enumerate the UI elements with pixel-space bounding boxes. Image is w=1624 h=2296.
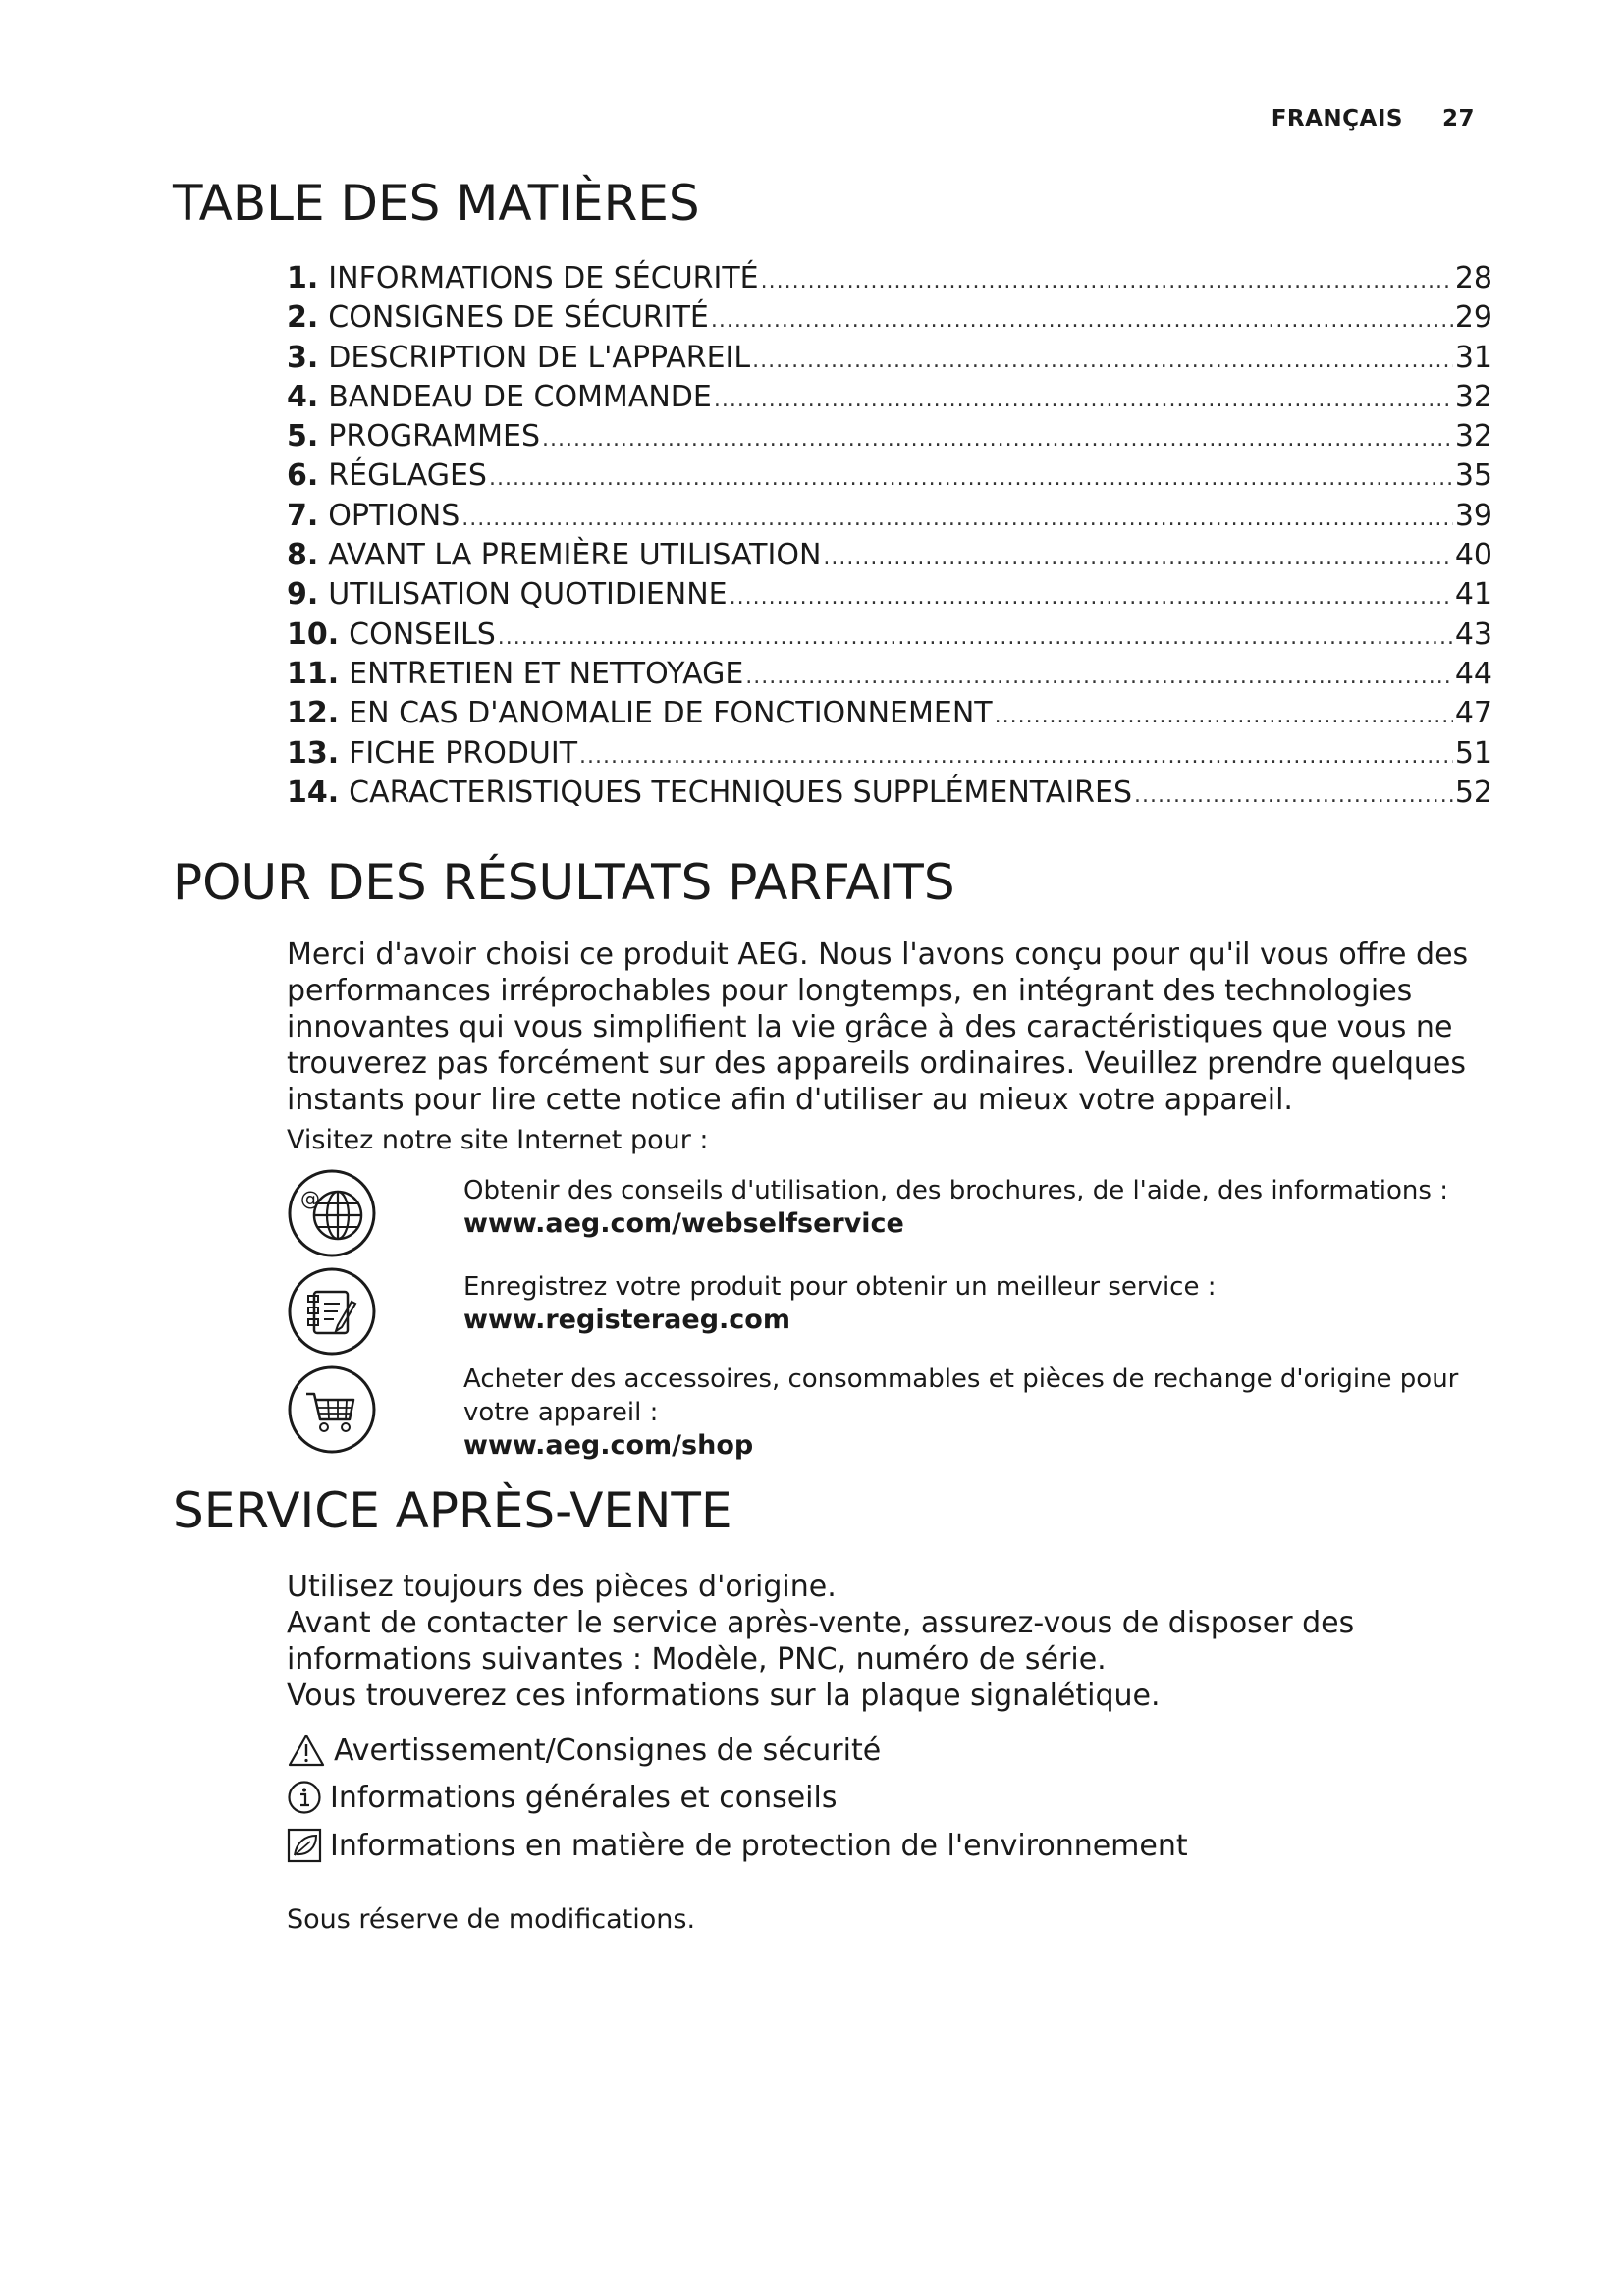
- legend-environment: [287, 1828, 1188, 1863]
- toc-item-label: DESCRIPTION DE L'APPAREIL: [328, 340, 751, 375]
- toc-item-number: 1.: [287, 261, 319, 295]
- service-line: Avant de contacter le service après-vente, assurez-vous de disposer des: [287, 1606, 1355, 1640]
- link-description: Acheter des accessoires, consommables et pièces de rechange d'origine pour: [463, 1364, 1459, 1394]
- toc-item-page: 41: [1454, 577, 1492, 613]
- page-header: [1272, 106, 1475, 132]
- toc-leader-dots: [745, 658, 1453, 697]
- toc-item-page: 32: [1454, 419, 1492, 454]
- toc-item-number: 9.: [287, 577, 319, 613]
- toc-item-number: 8.: [287, 538, 319, 573]
- service-line: informations suivantes : Modèle, PNC, numéro de série.: [287, 1642, 1107, 1677]
- toc-leader-dots: [542, 420, 1453, 459]
- warning-icon: [287, 1733, 326, 1768]
- toc-item[interactable]: [287, 339, 1492, 378]
- toc-item-page: 35: [1454, 458, 1492, 494]
- footer-note: Sous réserve de modifications.: [287, 1904, 696, 1935]
- toc-item[interactable]: [287, 417, 1492, 456]
- leaf-icon: [287, 1828, 322, 1863]
- toc-item-number: 12.: [287, 696, 340, 731]
- toc-leader-dots: [823, 539, 1452, 578]
- toc-item[interactable]: [287, 378, 1492, 417]
- link-text: [463, 1174, 1504, 1241]
- svg-text:@: @: [300, 1187, 320, 1210]
- toc-item[interactable]: [287, 734, 1492, 774]
- toc-item-page: 28: [1454, 261, 1492, 295]
- toc-item-number: 10.: [287, 616, 340, 652]
- service-line: Vous trouverez ces informations sur la plaque signalétique.: [287, 1679, 1161, 1713]
- toc-item-label: CONSIGNES DE SÉCURITÉ: [328, 300, 709, 336]
- legend-warning: [287, 1733, 881, 1768]
- toc-item-label: INFORMATIONS DE SÉCURITÉ: [328, 261, 759, 295]
- intro-line: instants pour lire cette notice afin d'utiliser au mieux votre appareil.: [287, 1083, 1293, 1117]
- toc-leader-dots: [714, 381, 1453, 420]
- toc-item-label: PROGRAMMES: [328, 419, 540, 454]
- intro-line: innovantes qui vous simplifient la vie grâce à des caractéristiques que vous ne: [287, 1010, 1453, 1044]
- intro-paragraph: [287, 936, 1494, 1118]
- toc-leader-dots: [579, 737, 1453, 776]
- toc-item-number: 5.: [287, 419, 319, 454]
- visit-label: Visitez notre site Internet pour :: [287, 1125, 709, 1155]
- toc-item-label: UTILISATION QUOTIDIENNE: [328, 577, 728, 613]
- intro-line: trouverez pas forcément sur des appareils ordinaires. Veuillez prendre quelques: [287, 1046, 1466, 1081]
- toc-title: TABLE DES MATIÈRES: [173, 175, 700, 232]
- toc-item[interactable]: [287, 536, 1492, 575]
- service-line: Utilisez toujours des pièces d'origine.: [287, 1570, 837, 1604]
- toc-item[interactable]: [287, 655, 1492, 694]
- toc-item-page: 44: [1454, 656, 1492, 691]
- toc-leader-dots: [1134, 776, 1453, 816]
- toc-item[interactable]: [287, 575, 1492, 614]
- toc-item-label: BANDEAU DE COMMANDE: [328, 379, 712, 414]
- toc-item[interactable]: [287, 615, 1492, 655]
- toc-leader-dots: [711, 301, 1453, 341]
- toc-item-label: FICHE PRODUIT: [349, 735, 578, 771]
- header-language: FRANÇAIS: [1271, 106, 1403, 132]
- toc-item-page: 40: [1454, 538, 1492, 573]
- toc-item[interactable]: [287, 259, 1492, 298]
- link-description: Obtenir des conseils d'utilisation, des brochures, de l'aide, des informations :: [463, 1176, 1448, 1205]
- toc-item-label: RÉGLAGES: [328, 458, 487, 494]
- service-title: SERVICE APRÈS-VENTE: [173, 1482, 732, 1539]
- link-text: [463, 1270, 1504, 1337]
- link-text: [463, 1362, 1504, 1463]
- toc-item[interactable]: [287, 694, 1492, 733]
- toc-item-number: 6.: [287, 458, 319, 494]
- toc-leader-dots: [752, 342, 1453, 381]
- service-paragraph: [287, 1569, 1494, 1714]
- webselfservice-block: [287, 1168, 1494, 1266]
- toc-leader-dots: [730, 578, 1453, 617]
- toc-leader-dots: [498, 618, 1453, 658]
- info-icon: [287, 1780, 322, 1815]
- register-icon: [287, 1266, 377, 1357]
- toc-item-label: OPTIONS: [328, 498, 460, 533]
- register-block: [287, 1266, 1494, 1364]
- legend-label: Informations générales et conseils: [330, 1780, 838, 1815]
- link-description: Enregistrez votre produit pour obtenir un meilleur service :: [463, 1272, 1217, 1302]
- toc-item[interactable]: [287, 774, 1492, 813]
- toc-item-page: 29: [1454, 300, 1492, 336]
- page-number: 27: [1441, 106, 1475, 132]
- toc-leader-dots: [489, 459, 1453, 499]
- legend-info: [287, 1780, 837, 1815]
- toc-item-label: EN CAS D'ANOMALIE DE FONCTIONNEMENT: [349, 696, 993, 731]
- shop-link[interactable]: www.aeg.com/shop: [463, 1430, 754, 1461]
- toc-item-number: 7.: [287, 498, 319, 533]
- toc-item-page: 51: [1454, 735, 1492, 771]
- toc-item-page: 31: [1454, 340, 1492, 375]
- toc-item[interactable]: [287, 497, 1492, 536]
- toc-item-number: 13.: [287, 735, 340, 771]
- results-title: POUR DES RÉSULTATS PARFAITS: [173, 854, 955, 911]
- register-link[interactable]: www.registeraeg.com: [463, 1305, 790, 1335]
- toc-item-page: 32: [1454, 379, 1492, 414]
- toc-item-number: 11.: [287, 656, 340, 691]
- toc-item-page: 39: [1454, 498, 1492, 533]
- shop-block: [287, 1364, 1494, 1482]
- toc-leader-dots: [761, 262, 1453, 301]
- webselfservice-link[interactable]: www.aeg.com/webselfservice: [463, 1208, 904, 1239]
- toc-item-page: 52: [1454, 774, 1492, 810]
- toc-item-label: AVANT LA PREMIÈRE UTILISATION: [328, 538, 822, 573]
- toc-item-number: 14.: [287, 774, 340, 810]
- legend-label: Informations en matière de protection de l'environnement: [330, 1828, 1188, 1863]
- toc-item-label: CONSEILS: [349, 616, 496, 652]
- toc-item-page: 43: [1454, 616, 1492, 652]
- intro-line: performances irréprochables pour longtemps, en intégrant des technologies: [287, 974, 1413, 1008]
- toc-item-number: 4.: [287, 379, 319, 414]
- toc-leader-dots: [995, 697, 1453, 736]
- toc-item-number: 2.: [287, 300, 319, 336]
- toc-item-number: 3.: [287, 340, 319, 375]
- toc-item-label: CARACTERISTIQUES TECHNIQUES SUPPLÉMENTAIRES: [349, 774, 1133, 810]
- toc-item-page: 47: [1454, 696, 1492, 731]
- globe-icon: [287, 1168, 377, 1258]
- toc-item[interactable]: [287, 298, 1492, 338]
- toc-item[interactable]: [287, 456, 1492, 496]
- table-of-contents: [287, 259, 1492, 813]
- toc-item-label: ENTRETIEN ET NETTOYAGE: [349, 656, 744, 691]
- toc-leader-dots: [461, 500, 1453, 539]
- intro-line: Merci d'avoir choisi ce produit AEG. Nous l'avons conçu pour qu'il vous offre des: [287, 937, 1469, 972]
- cart-icon: [287, 1364, 377, 1455]
- link-description: votre appareil :: [463, 1398, 659, 1427]
- legend-label: Avertissement/Consignes de sécurité: [334, 1733, 882, 1768]
